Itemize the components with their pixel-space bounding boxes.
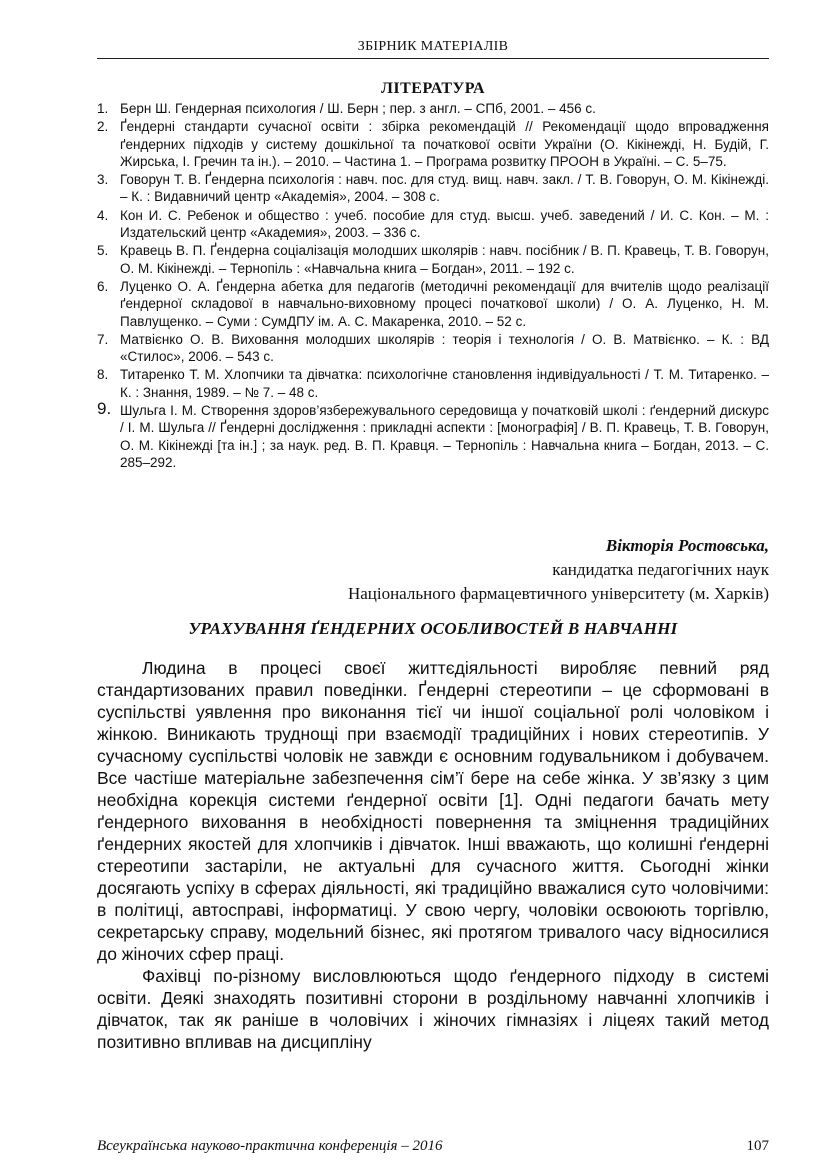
reference-number: 9. (97, 399, 112, 419)
reference-text: Берн Ш. Гендерная психология / Ш. Берн ; пер. з англ. – СПб, 2001. – 456 с. (120, 101, 596, 116)
reference-item (97, 118, 769, 170)
author-block (348, 534, 769, 606)
reference-number: 4. (97, 207, 109, 223)
reference-item (97, 207, 769, 242)
reference-text: Луценко О. А. Ґендерна абетка для педагогів (методичні рекомендації для вчителів щодо реалізації ґендерної складової в навчально-виховному процесі початкової школи) / О. А. Луценко, Н. М. Павлущенко. – Суми : СумДПУ ім. А. С. Макаренка, 2010. – 52 с. (120, 278, 769, 329)
page-number: 107 (746, 1138, 769, 1154)
footer-conference: Всеукраїнська науково-практична конференція – 2016 (97, 1138, 443, 1154)
reference-text: Кон И. С. Ребенок и общество : учеб. пособие для студ. высш. учеб. заведений / И. С. Кон. – М. : Издательский центр «Академия», 2003. – 336 с. (120, 207, 769, 241)
article-body (97, 657, 769, 1053)
reference-item (97, 366, 769, 401)
reference-item (97, 100, 769, 117)
body-paragraph: Людина в процесі своєї життєдіяльності виробляє певний ряд стандартизованих правил поведінки. Ґендерні стереотипи – це сформовані в суспільстві уявлення про виконання тієї чи іншої соціальної ролі чоловіком і жінкою. Виникають труднощі при взаємодії традиційних і нових стереотипів. У сучасному суспільстві чоловік не завжди є основним годувальником і добувачем. Все частіше матеріальне забезпечення сім’ї бере на себе жінка. У зв’язку з цим необхідна корекція системи ґендерної освіти [1]. Одні педагоги бачать мету ґендерного виховання в необхідності повернення та зміцнення традиційних ґендерних якостей для хлопчиків і дівчаток. Інші вважають, що колишні ґендерні стереотипи застаріли, не актуальні для сучасного життя. Сьогодні жінки досягають успіху в сферах діяльності, які традиційно вважалися суто чоловічими: в політиці, автосправі, інформатиці. У свою чергу, чоловіки освоюють торгівлю, секретарську справу, модельний бізнес, які протягом тривалого часу відносилися до жіночих сфер праці. (97, 658, 769, 964)
author-degree: кандидатка педагогічних наук (552, 560, 769, 579)
reference-item (97, 171, 769, 206)
author-affiliation: Національного фармацевтичного університету (м. Харків) (347, 584, 769, 603)
reference-text: Кравець В. П. Ґендерна соціалізація молодших школярів : навч. посібник / В. П. Кравець, Т. В. Говорун, О. М. Кікінежді. – Тернопіль : «Навчальна книга – Богдан», 2011. – 192 с. (120, 243, 769, 276)
reference-number: 2. (97, 119, 109, 135)
reference-number: 3. (97, 172, 109, 188)
author-name: Вікторія Ростовська, (605, 536, 769, 555)
reference-item (97, 242, 769, 277)
literature-heading: ЛІТЕРАТУРА (380, 80, 486, 97)
reference-number: 8. (97, 367, 109, 383)
running-header: ЗБІРНИК МАТЕРІАЛІВ (97, 39, 769, 59)
reference-item (97, 399, 769, 471)
reference-number: 1. (97, 101, 109, 116)
reference-item (97, 278, 769, 330)
reference-list (97, 100, 769, 472)
reference-text: Титаренко Т. М. Хлопчики та дівчатка: психологічне становлення індивідуальності / Т. М. Титаренко. – К. : Знання, 1989. – № 7. – 48 с. (120, 367, 769, 400)
reference-text: Говорун Т. В. Ґендерна психологія : навч. пос. для студ. вищ. навч. закл. / Т. В. Говорун, О. М. Кікінежді. – К. : Видавничий центр «Академія», 2004. – 308 с. (120, 172, 769, 205)
reference-number: 6. (97, 278, 109, 294)
reference-text: Шульга І. М. Створення здоров’язбережувального середовища у початковій школі : ґендерний дискурс / І. М. Шульга // Ґендерні дослідження : прикладні аспекти : [монографія] / В. П. Кравець, Т. В. Говорун, О. М. Кікінежді [та ін.] ; за наук. ред. В. П. Кравця. – Тернопіль : Навчальна книга – Богдан, 2013. – С. 285–292. (120, 403, 769, 470)
body-paragraph: Фахівці по-різному висловлюються щодо ґендерного підходу в системі освіти. Деякі знаходять позитивні сторони в роздільному навчанні хлопчиків і дівчаток, так як раніше в чоловічих і жіночих гімназіях і ліцеях такий метод позитивно впливав на дисципліну (97, 966, 769, 1052)
article-title: УРАХУВАННЯ ҐЕНДЕРНИХ ОСОБЛИВОСТЕЙ В НАВЧАННІ (188, 619, 678, 638)
reference-text: Ґендерні стандарти сучасної освіти : збірка рекомендацій // Рекомендації щодо впровадження ґендерних підходів у систему дошкільної та початкової освіти України (О. Кікінежді, Н. Будій, Г. Жирська, І. Гречин та ін.). – 2010. – Частина 1. – Програма розвитку ПРООН в Україні. – С. 5–75. (120, 119, 769, 169)
reference-number: 5. (97, 243, 109, 259)
reference-text: Матвієнко О. В. Виховання молодших школярів : теорія і технологія / О. В. Матвієнко. – К. : ВД «Стилос», 2006. – 543 с. (120, 331, 769, 365)
reference-item (97, 331, 769, 366)
reference-number: 7. (97, 331, 109, 347)
